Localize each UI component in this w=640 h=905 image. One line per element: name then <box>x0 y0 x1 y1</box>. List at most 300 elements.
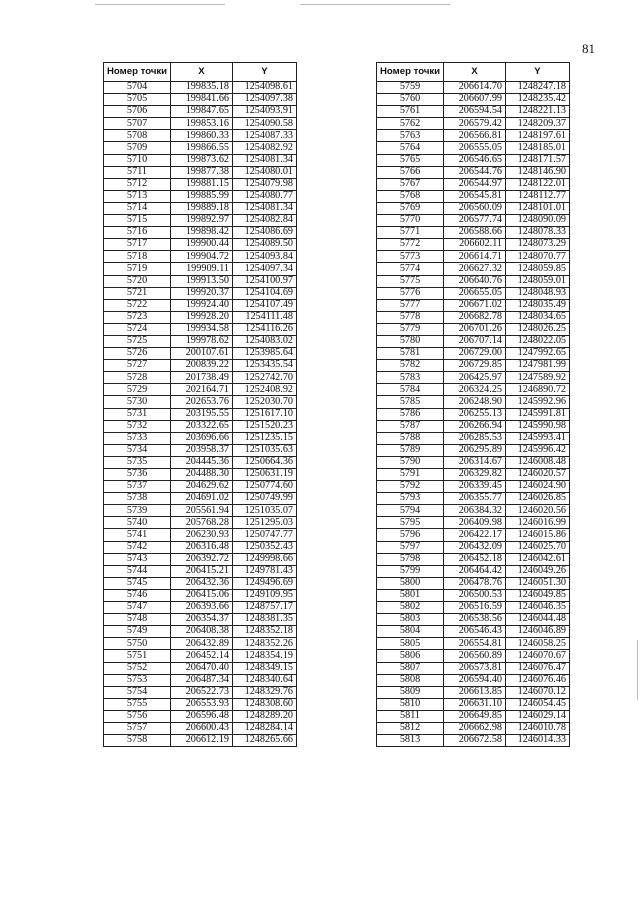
x-coordinate-cell: 199900.44 <box>171 239 233 251</box>
x-coordinate-cell: 206248.90 <box>444 396 506 408</box>
y-coordinate-cell: 1254093.91 <box>233 106 297 118</box>
table-row <box>104 662 297 674</box>
x-coordinate-cell: 206415.06 <box>171 589 233 601</box>
table-row <box>104 360 297 372</box>
y-coordinate-cell: 1246046.35 <box>506 602 570 614</box>
y-coordinate-cell: 1246016.99 <box>506 517 570 529</box>
x-coordinate-cell: 206500.53 <box>444 589 506 601</box>
y-coordinate-cell: 1251235.15 <box>233 432 297 444</box>
x-coordinate-cell: 206594.40 <box>444 674 506 686</box>
x-coordinate-cell: 206487.34 <box>171 674 233 686</box>
y-coordinate-cell: 1246024.90 <box>506 481 570 493</box>
y-coordinate-cell: 1254116.26 <box>233 323 297 335</box>
x-coordinate-cell: 206600.43 <box>171 722 233 734</box>
point-number-cell: 5809 <box>377 686 444 698</box>
y-coordinate-cell: 1254111.48 <box>233 311 297 323</box>
table-header-row <box>104 63 297 82</box>
y-coordinate-cell: 1248048.93 <box>506 287 570 299</box>
point-number-cell: 5733 <box>104 432 171 444</box>
table-row <box>377 384 570 396</box>
table-row <box>377 82 570 94</box>
table-row <box>377 735 570 747</box>
y-coordinate-cell: 1247992.65 <box>506 348 570 360</box>
table-row <box>377 287 570 299</box>
table-row <box>377 142 570 154</box>
x-coordinate-cell: 206588.66 <box>444 227 506 239</box>
y-coordinate-cell: 1248112.77 <box>506 190 570 202</box>
y-coordinate-cell: 1254087.33 <box>233 130 297 142</box>
table-header-row <box>377 63 570 82</box>
table-row <box>104 130 297 142</box>
point-number-cell: 5717 <box>104 239 171 251</box>
x-coordinate-cell: 199853.16 <box>171 118 233 130</box>
point-number-cell: 5799 <box>377 565 444 577</box>
table-row <box>377 178 570 190</box>
table-row <box>377 323 570 335</box>
y-coordinate-cell: 1254079.98 <box>233 178 297 190</box>
y-coordinate-cell: 1250352.43 <box>233 541 297 553</box>
point-number-cell: 5723 <box>104 311 171 323</box>
point-number-cell: 5781 <box>377 348 444 360</box>
x-coordinate-cell: 206573.81 <box>444 662 506 674</box>
table-row <box>377 650 570 662</box>
y-coordinate-cell: 1254104.69 <box>233 287 297 299</box>
x-coordinate-cell: 206415.21 <box>171 565 233 577</box>
table-row <box>377 602 570 614</box>
table-row <box>377 517 570 529</box>
x-coordinate-cell: 206393.66 <box>171 602 233 614</box>
x-coordinate-cell: 204691.02 <box>171 493 233 505</box>
x-coordinate-cell: 206671.02 <box>444 299 506 311</box>
scan-artifact-edge <box>637 640 638 700</box>
table-row <box>377 215 570 227</box>
x-coordinate-cell: 206339.45 <box>444 481 506 493</box>
x-coordinate-cell: 206464.42 <box>444 565 506 577</box>
point-number-cell: 5728 <box>104 372 171 384</box>
table-row <box>104 638 297 650</box>
table-row <box>104 215 297 227</box>
x-coordinate-cell: 203696.66 <box>171 432 233 444</box>
y-coordinate-cell: 1246890.72 <box>506 384 570 396</box>
point-number-cell: 5751 <box>104 650 171 662</box>
y-coordinate-cell: 1245993.41 <box>506 432 570 444</box>
table-row <box>377 299 570 311</box>
x-coordinate-cell: 206255.13 <box>444 408 506 420</box>
y-coordinate-cell: 1246049.26 <box>506 565 570 577</box>
point-number-cell: 5805 <box>377 638 444 650</box>
point-number-cell: 5725 <box>104 335 171 347</box>
y-coordinate-cell: 1246070.67 <box>506 650 570 662</box>
y-coordinate-cell: 1254097.34 <box>233 263 297 275</box>
y-coordinate-cell: 1245992.96 <box>506 396 570 408</box>
x-coordinate-cell: 200839.22 <box>171 360 233 372</box>
y-coordinate-cell: 1254082.92 <box>233 142 297 154</box>
x-coordinate-cell: 206614.71 <box>444 251 506 263</box>
x-coordinate-cell: 199866.55 <box>171 142 233 154</box>
x-coordinate-cell: 206566.81 <box>444 130 506 142</box>
point-number-cell: 5730 <box>104 396 171 408</box>
table-row <box>377 662 570 674</box>
x-coordinate-cell: 203322.65 <box>171 420 233 432</box>
y-coordinate-cell: 1253435.54 <box>233 360 297 372</box>
table-row <box>377 408 570 420</box>
table-row <box>104 577 297 589</box>
y-coordinate-cell: 1248035.49 <box>506 299 570 311</box>
point-number-cell: 5761 <box>377 106 444 118</box>
point-number-cell: 5798 <box>377 553 444 565</box>
point-number-cell: 5760 <box>377 94 444 106</box>
table-row <box>377 710 570 722</box>
point-number-cell: 5746 <box>104 589 171 601</box>
point-number-cell: 5788 <box>377 432 444 444</box>
y-coordinate-cell: 1248349.15 <box>233 662 297 674</box>
table-row <box>104 287 297 299</box>
x-coordinate-cell: 206516.59 <box>444 602 506 614</box>
point-number-cell: 5713 <box>104 190 171 202</box>
y-coordinate-cell: 1251617.10 <box>233 408 297 420</box>
point-number-cell: 5712 <box>104 178 171 190</box>
y-coordinate-cell: 1254107.49 <box>233 299 297 311</box>
coordinates-table-left <box>103 62 297 747</box>
x-coordinate-cell: 206546.43 <box>444 626 506 638</box>
table-row <box>104 735 297 747</box>
y-coordinate-cell: 1247981.99 <box>506 360 570 372</box>
point-number-cell: 5755 <box>104 698 171 710</box>
y-coordinate-cell: 1248289.20 <box>233 710 297 722</box>
x-coordinate-cell: 206452.14 <box>171 650 233 662</box>
y-coordinate-cell: 1246044.48 <box>506 614 570 626</box>
table-row <box>104 94 297 106</box>
x-coordinate-cell: 206295.89 <box>444 444 506 456</box>
y-coordinate-cell: 1254080.77 <box>233 190 297 202</box>
x-coordinate-cell: 201738.49 <box>171 372 233 384</box>
y-coordinate-cell: 1250749.99 <box>233 493 297 505</box>
x-coordinate-cell: 203958.37 <box>171 444 233 456</box>
point-number-cell: 5716 <box>104 227 171 239</box>
y-coordinate-cell: 1251035.07 <box>233 505 297 517</box>
y-coordinate-cell: 1246058.25 <box>506 638 570 650</box>
x-coordinate-cell: 206594.54 <box>444 106 506 118</box>
column-header-x: X <box>171 63 233 82</box>
x-coordinate-cell: 206470.40 <box>171 662 233 674</box>
table-row <box>377 674 570 686</box>
x-coordinate-cell: 206613.85 <box>444 686 506 698</box>
y-coordinate-cell: 1246054.45 <box>506 698 570 710</box>
x-coordinate-cell: 206627.32 <box>444 263 506 275</box>
column-header-point-number: Номер точки <box>104 63 171 82</box>
point-number-cell: 5779 <box>377 323 444 335</box>
y-coordinate-cell: 1248073.29 <box>506 239 570 251</box>
table-row <box>104 251 297 263</box>
table-row <box>377 614 570 626</box>
table-row <box>377 686 570 698</box>
x-coordinate-cell: 199860.33 <box>171 130 233 142</box>
x-coordinate-cell: 206285.53 <box>444 432 506 444</box>
x-coordinate-cell: 206545.81 <box>444 190 506 202</box>
y-coordinate-cell: 1248078.33 <box>506 227 570 239</box>
x-coordinate-cell: 206662.98 <box>444 722 506 734</box>
x-coordinate-cell: 206607.99 <box>444 94 506 106</box>
y-coordinate-cell: 1248122.01 <box>506 178 570 190</box>
point-number-cell: 5784 <box>377 384 444 396</box>
point-number-cell: 5735 <box>104 456 171 468</box>
table-row <box>377 469 570 481</box>
point-number-cell: 5726 <box>104 348 171 360</box>
table-row <box>104 311 297 323</box>
x-coordinate-cell: 206602.11 <box>444 239 506 251</box>
point-number-cell: 5749 <box>104 626 171 638</box>
x-coordinate-cell: 206553.93 <box>171 698 233 710</box>
scan-artifact-top-left <box>95 4 225 5</box>
column-header-point-number: Номер точки <box>377 63 444 82</box>
table-row <box>104 142 297 154</box>
point-number-cell: 5748 <box>104 614 171 626</box>
y-coordinate-cell: 1254081.34 <box>233 154 297 166</box>
table-row <box>377 481 570 493</box>
point-number-cell: 5715 <box>104 215 171 227</box>
y-coordinate-cell: 1248090.09 <box>506 215 570 227</box>
x-coordinate-cell: 199877.38 <box>171 166 233 178</box>
table-row <box>104 106 297 118</box>
x-coordinate-cell: 206555.05 <box>444 142 506 154</box>
x-coordinate-cell: 206544.76 <box>444 166 506 178</box>
point-number-cell: 5705 <box>104 94 171 106</box>
y-coordinate-cell: 1254098.61 <box>233 82 297 94</box>
x-coordinate-cell: 206230.93 <box>171 529 233 541</box>
point-number-cell: 5738 <box>104 493 171 505</box>
y-coordinate-cell: 1248354.19 <box>233 650 297 662</box>
column-header-x: X <box>444 63 506 82</box>
point-number-cell: 5774 <box>377 263 444 275</box>
x-coordinate-cell: 206355.77 <box>444 493 506 505</box>
table-row <box>104 202 297 214</box>
table-row <box>377 106 570 118</box>
y-coordinate-cell: 1246076.47 <box>506 662 570 674</box>
point-number-cell: 5737 <box>104 481 171 493</box>
table-row <box>104 432 297 444</box>
point-number-cell: 5771 <box>377 227 444 239</box>
y-coordinate-cell: 1248059.85 <box>506 263 570 275</box>
y-coordinate-cell: 1246070.12 <box>506 686 570 698</box>
x-coordinate-cell: 204629.62 <box>171 481 233 493</box>
point-number-cell: 5719 <box>104 263 171 275</box>
point-number-cell: 5732 <box>104 420 171 432</box>
x-coordinate-cell: 206631.10 <box>444 698 506 710</box>
point-number-cell: 5714 <box>104 202 171 214</box>
point-number-cell: 5709 <box>104 142 171 154</box>
table-row <box>104 686 297 698</box>
x-coordinate-cell: 199892.97 <box>171 215 233 227</box>
point-number-cell: 5707 <box>104 118 171 130</box>
y-coordinate-cell: 1248026.25 <box>506 323 570 335</box>
page-number: 81 <box>582 41 595 56</box>
scan-artifact-top-right <box>300 4 450 5</box>
y-coordinate-cell: 1248022.05 <box>506 335 570 347</box>
y-coordinate-cell: 1248265.66 <box>233 735 297 747</box>
y-coordinate-cell: 1254080.01 <box>233 166 297 178</box>
point-number-cell: 5812 <box>377 722 444 734</box>
x-coordinate-cell: 202164.71 <box>171 384 233 396</box>
x-coordinate-cell: 206544.97 <box>444 178 506 190</box>
point-number-cell: 5759 <box>377 82 444 94</box>
table-row <box>104 565 297 577</box>
point-number-cell: 5787 <box>377 420 444 432</box>
point-number-cell: 5770 <box>377 215 444 227</box>
point-number-cell: 5793 <box>377 493 444 505</box>
point-number-cell: 5739 <box>104 505 171 517</box>
y-coordinate-cell: 1248185.01 <box>506 142 570 154</box>
x-coordinate-cell: 206596.48 <box>171 710 233 722</box>
table-row <box>377 130 570 142</box>
point-number-cell: 5743 <box>104 553 171 565</box>
table-row <box>104 154 297 166</box>
table-row <box>377 263 570 275</box>
y-coordinate-cell: 1248340.64 <box>233 674 297 686</box>
point-number-cell: 5769 <box>377 202 444 214</box>
point-number-cell: 5763 <box>377 130 444 142</box>
y-coordinate-cell: 1248284.14 <box>233 722 297 734</box>
table-row <box>377 227 570 239</box>
table-row <box>104 710 297 722</box>
y-coordinate-cell: 1254081.34 <box>233 202 297 214</box>
point-number-cell: 5758 <box>104 735 171 747</box>
point-number-cell: 5711 <box>104 166 171 178</box>
point-number-cell: 5773 <box>377 251 444 263</box>
y-coordinate-cell: 1252030.70 <box>233 396 297 408</box>
table-row <box>377 565 570 577</box>
table-row <box>104 493 297 505</box>
table-row <box>104 82 297 94</box>
y-coordinate-cell: 1248059.01 <box>506 275 570 287</box>
x-coordinate-cell: 206452.18 <box>444 553 506 565</box>
point-number-cell: 5782 <box>377 360 444 372</box>
y-coordinate-cell: 1254090.58 <box>233 118 297 130</box>
point-number-cell: 5789 <box>377 444 444 456</box>
x-coordinate-cell: 206546.65 <box>444 154 506 166</box>
x-coordinate-cell: 206478.76 <box>444 577 506 589</box>
point-number-cell: 5747 <box>104 602 171 614</box>
point-number-cell: 5802 <box>377 602 444 614</box>
point-number-cell: 5720 <box>104 275 171 287</box>
x-coordinate-cell: 204445.36 <box>171 456 233 468</box>
table-row <box>377 541 570 553</box>
table-row <box>377 372 570 384</box>
point-number-cell: 5783 <box>377 372 444 384</box>
point-number-cell: 5794 <box>377 505 444 517</box>
point-number-cell: 5762 <box>377 118 444 130</box>
x-coordinate-cell: 199924.40 <box>171 299 233 311</box>
x-coordinate-cell: 206649.85 <box>444 710 506 722</box>
y-coordinate-cell: 1254083.02 <box>233 335 297 347</box>
table-row <box>377 529 570 541</box>
x-coordinate-cell: 206560.09 <box>444 202 506 214</box>
table-row <box>104 529 297 541</box>
x-coordinate-cell: 200107.61 <box>171 348 233 360</box>
table-row <box>104 505 297 517</box>
x-coordinate-cell: 206408.38 <box>171 626 233 638</box>
point-number-cell: 5753 <box>104 674 171 686</box>
x-coordinate-cell: 199873.62 <box>171 154 233 166</box>
point-number-cell: 5708 <box>104 130 171 142</box>
table-row <box>104 384 297 396</box>
point-number-cell: 5778 <box>377 311 444 323</box>
point-number-cell: 5780 <box>377 335 444 347</box>
table-row <box>377 553 570 565</box>
y-coordinate-cell: 1246049.85 <box>506 589 570 601</box>
point-number-cell: 5801 <box>377 589 444 601</box>
point-number-cell: 5766 <box>377 166 444 178</box>
point-number-cell: 5775 <box>377 275 444 287</box>
table-row <box>377 311 570 323</box>
table-row <box>104 589 297 601</box>
x-coordinate-cell: 206392.72 <box>171 553 233 565</box>
x-coordinate-cell: 206640.76 <box>444 275 506 287</box>
table-row <box>377 698 570 710</box>
point-number-cell: 5777 <box>377 299 444 311</box>
table-row <box>377 589 570 601</box>
y-coordinate-cell: 1246015.86 <box>506 529 570 541</box>
x-coordinate-cell: 206432.09 <box>444 541 506 553</box>
x-coordinate-cell: 199847.65 <box>171 106 233 118</box>
y-coordinate-cell: 1248352.26 <box>233 638 297 650</box>
table-row <box>377 577 570 589</box>
point-number-cell: 5768 <box>377 190 444 202</box>
x-coordinate-cell: 206729.85 <box>444 360 506 372</box>
table-row <box>104 481 297 493</box>
y-coordinate-cell: 1248757.17 <box>233 602 297 614</box>
point-number-cell: 5776 <box>377 287 444 299</box>
y-coordinate-cell: 1254082.84 <box>233 215 297 227</box>
point-number-cell: 5796 <box>377 529 444 541</box>
table-row <box>104 698 297 710</box>
y-coordinate-cell: 1246020.57 <box>506 469 570 481</box>
y-coordinate-cell: 1246042.61 <box>506 553 570 565</box>
x-coordinate-cell: 199978.62 <box>171 335 233 347</box>
table-row <box>104 444 297 456</box>
table-row <box>104 335 297 347</box>
y-coordinate-cell: 1254093.84 <box>233 251 297 263</box>
table-row <box>104 396 297 408</box>
point-number-cell: 5745 <box>104 577 171 589</box>
y-coordinate-cell: 1248197.61 <box>506 130 570 142</box>
x-coordinate-cell: 199841.66 <box>171 94 233 106</box>
table-row <box>104 553 297 565</box>
point-number-cell: 5740 <box>104 517 171 529</box>
x-coordinate-cell: 199885.99 <box>171 190 233 202</box>
point-number-cell: 5741 <box>104 529 171 541</box>
point-number-cell: 5706 <box>104 106 171 118</box>
point-number-cell: 5724 <box>104 323 171 335</box>
table-row <box>104 408 297 420</box>
table-row <box>104 166 297 178</box>
table-row <box>377 335 570 347</box>
y-coordinate-cell: 1246029.14 <box>506 710 570 722</box>
x-coordinate-cell: 206384.32 <box>444 505 506 517</box>
x-coordinate-cell: 206672.58 <box>444 735 506 747</box>
y-coordinate-cell: 1247589.92 <box>506 372 570 384</box>
point-number-cell: 5754 <box>104 686 171 698</box>
y-coordinate-cell: 1254100.97 <box>233 275 297 287</box>
point-number-cell: 5811 <box>377 710 444 722</box>
y-coordinate-cell: 1246051.30 <box>506 577 570 589</box>
table-row <box>104 227 297 239</box>
x-coordinate-cell: 206579.42 <box>444 118 506 130</box>
table-row <box>377 444 570 456</box>
y-coordinate-cell: 1248209.37 <box>506 118 570 130</box>
point-number-cell: 5752 <box>104 662 171 674</box>
y-coordinate-cell: 1250747.77 <box>233 529 297 541</box>
x-coordinate-cell: 199934.58 <box>171 323 233 335</box>
